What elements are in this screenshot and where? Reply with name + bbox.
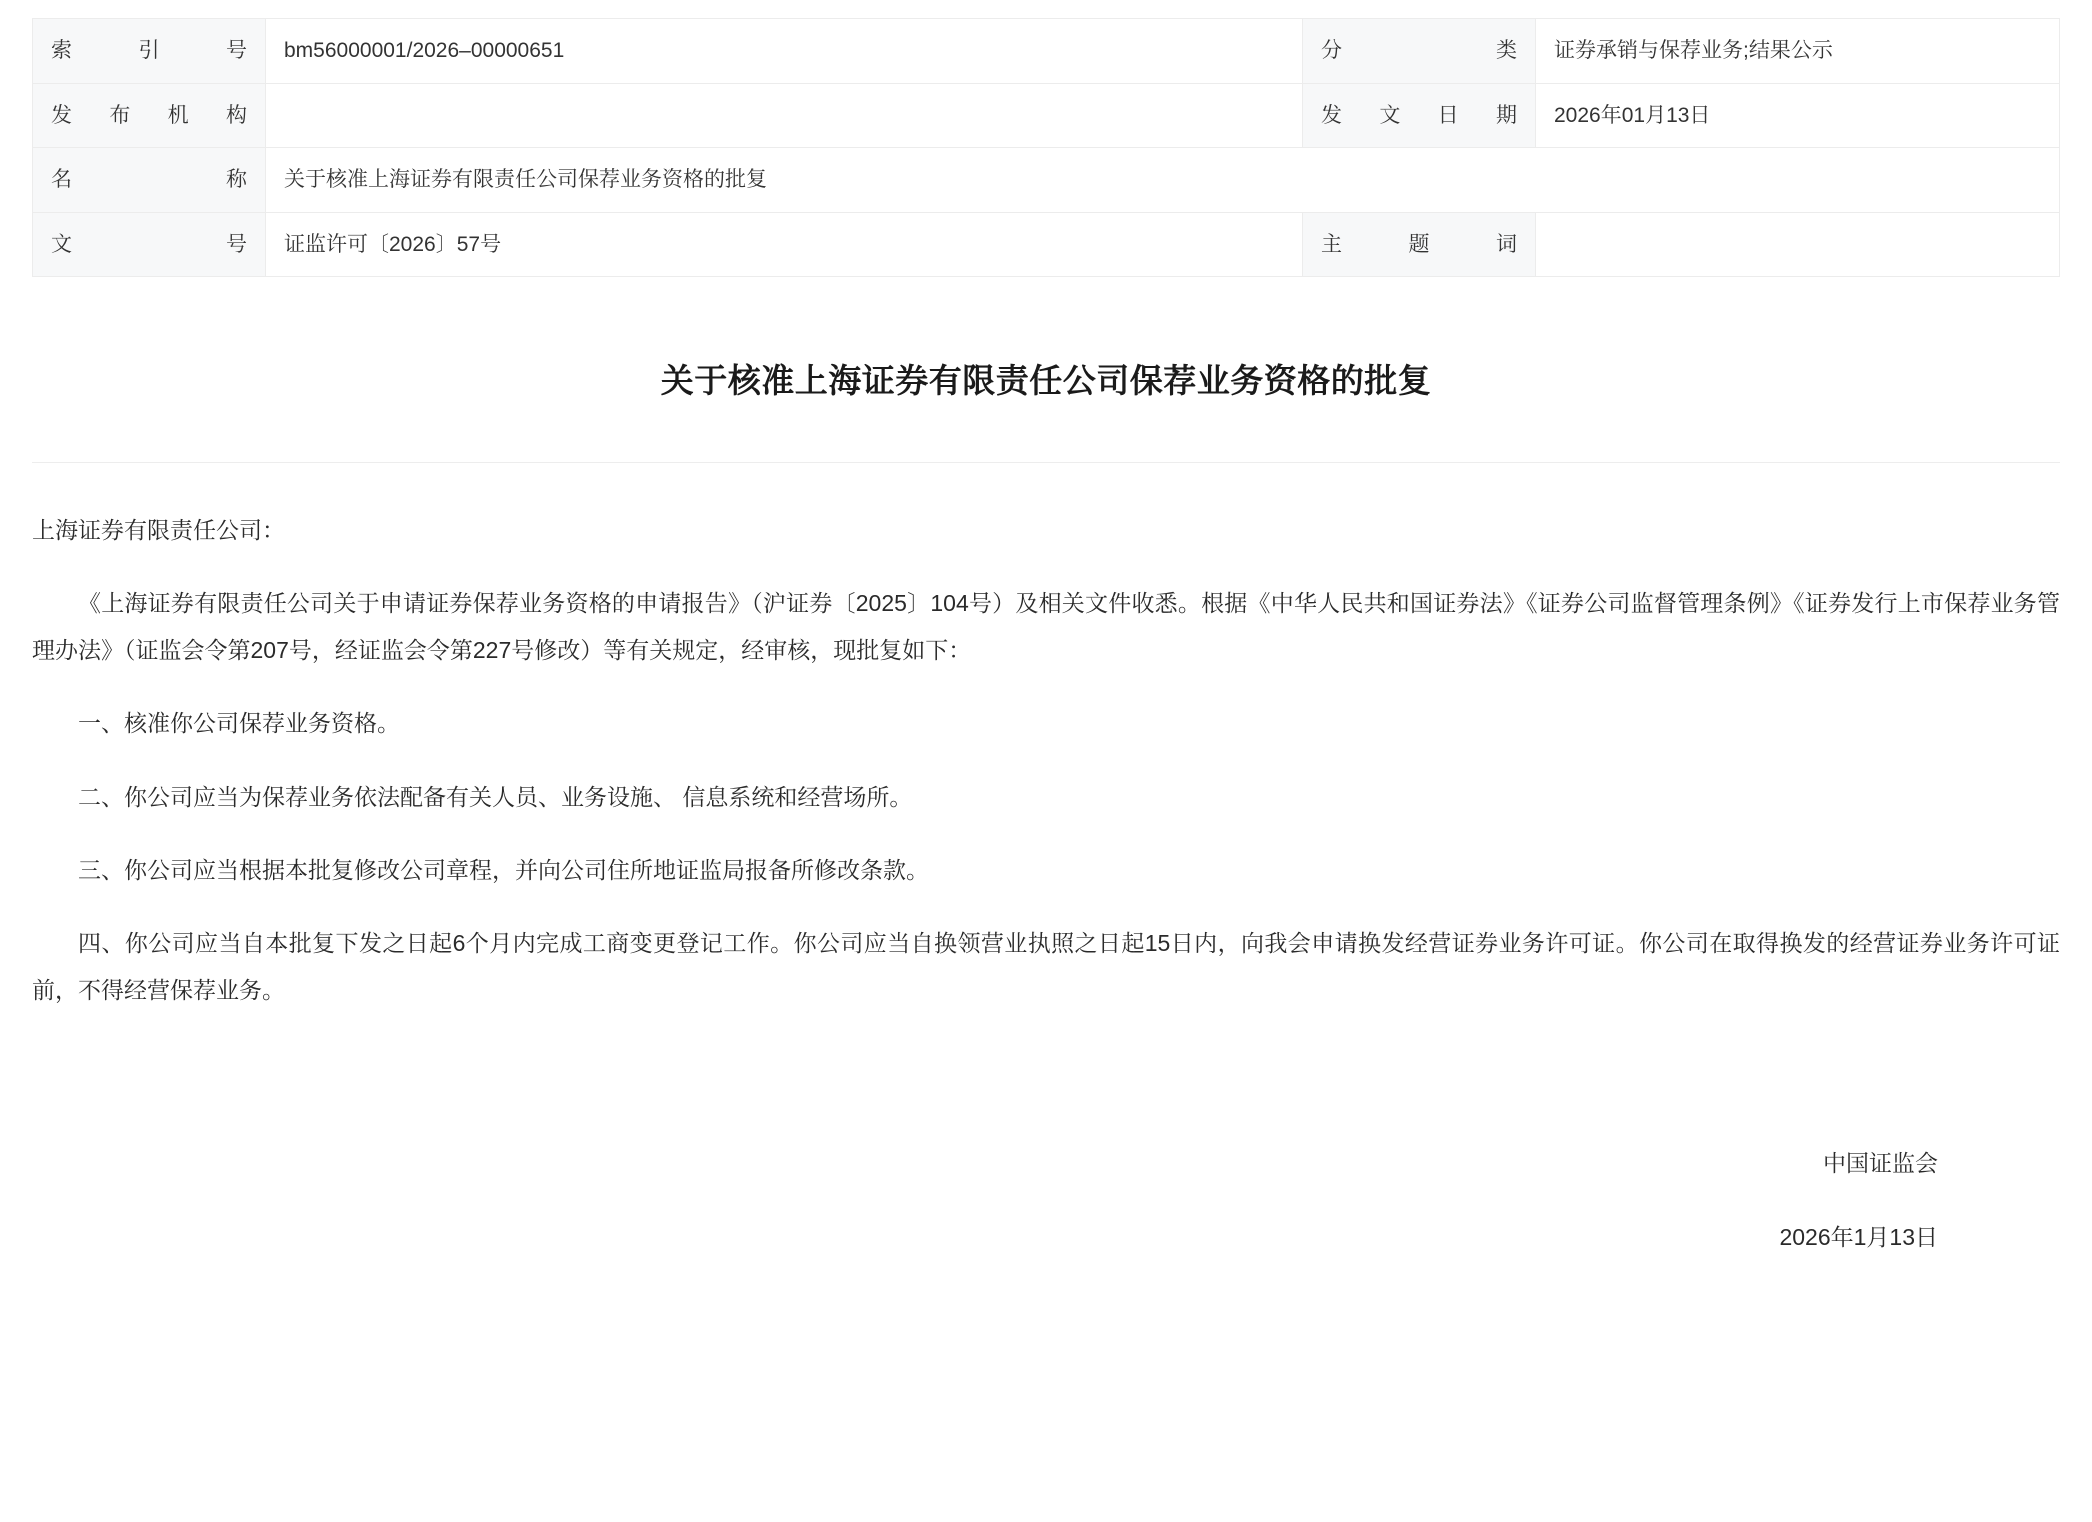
meta-label-issue-date: 发文日期 — [1303, 83, 1536, 148]
meta-value-category: 证券承销与保荐业务;结果公示 — [1536, 19, 2060, 84]
meta-value-issue-date: 2026年01月13日 — [1536, 83, 2060, 148]
table-row — [33, 212, 2060, 277]
table-row — [33, 83, 2060, 148]
page-title: 关于核准上海证券有限责任公司保荐业务资格的批复 — [660, 362, 1432, 399]
document-page — [0, 18, 2092, 1522]
meta-label-category: 分 类 — [1303, 19, 1536, 84]
meta-label-index-number: 索 引 号 — [33, 19, 266, 84]
table-row — [33, 19, 2060, 84]
document-paragraph-item-3: 三、你公司应当根据本批复修改公司章程，并向公司住所地证监局报备所修改条款。 — [78, 856, 929, 883]
table-row — [33, 148, 2060, 213]
document-salutation: 上海证券有限责任公司： — [32, 517, 285, 543]
meta-value-subject-terms — [1536, 212, 2060, 277]
signature-block — [32, 1134, 2060, 1268]
meta-label-issuing-agency: 发布机构 — [33, 83, 266, 148]
document-meta-table — [32, 18, 2060, 277]
document-body — [32, 463, 2060, 1014]
meta-label-name: 名 称 — [33, 148, 266, 213]
meta-value-index-number: bm56000001/2026–00000651 — [266, 19, 1303, 84]
meta-value-name: 关于核准上海证券有限责任公司保荐业务资格的批复 — [266, 148, 2060, 213]
document-paragraph-item-4: 四、你公司应当自本批复下发之日起6个月内完成工商变更登记工作。你公司应当自换领营业执照之日起15日内，向我会申请换发经营证券业务许可证。你公司在取得换发的经营证券业务许可证前，不得经营保荐业务。 — [32, 929, 2060, 1003]
signature-date: 2026年1月13日 — [1779, 1223, 1938, 1250]
document-paragraph-item-1: 一、核准你公司保荐业务资格。 — [78, 710, 400, 737]
meta-value-document-number: 证监许可〔2026〕57号 — [266, 212, 1303, 277]
signature-issuer: 中国证监会 — [1823, 1150, 1938, 1177]
document-paragraph-item-2: 二、你公司应当为保荐业务依法配备有关人员、业务设施、 信息系统和经营场所。 — [78, 783, 913, 810]
meta-value-issuing-agency — [266, 83, 1303, 148]
document-paragraph-intro: 《上海证券有限责任公司关于申请证券保荐业务资格的申请报告》（沪证券〔2025〕104号）及相关文件收悉。根据《中华人民共和国证券法》《证券公司监督管理条例》《证券发行上市保荐业务管理办法》（证监会令第207号，经证监会令第227号修改）等有关规定，经审核，现批复如下： — [32, 590, 2060, 664]
meta-label-document-number: 文 号 — [33, 212, 266, 277]
meta-label-subject-terms: 主 题 词 — [1303, 212, 1536, 277]
